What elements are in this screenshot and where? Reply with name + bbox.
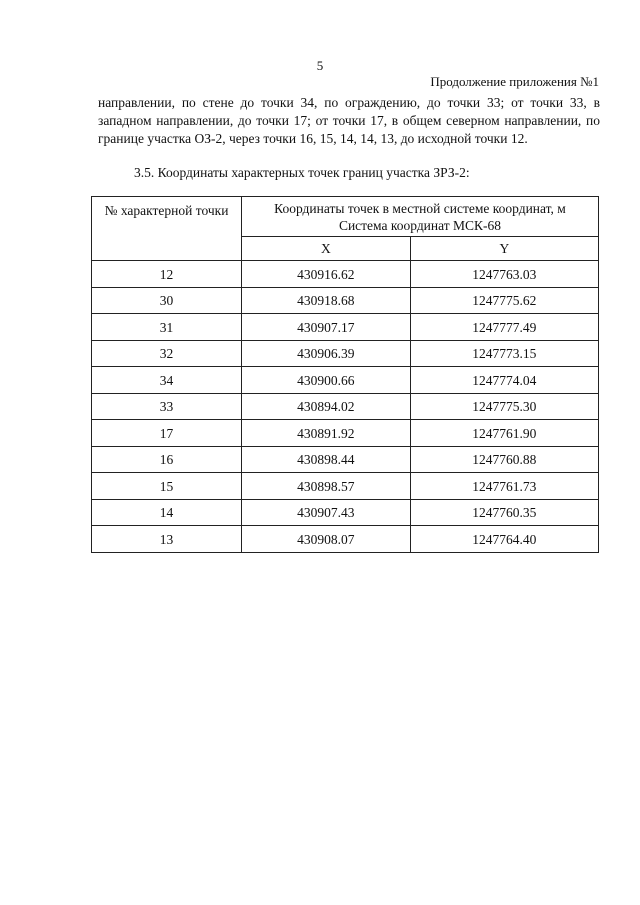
table-row bbox=[92, 314, 599, 341]
table-row bbox=[92, 499, 599, 526]
cell-x: 430891.92 bbox=[242, 420, 411, 447]
cell-point: 12 bbox=[92, 261, 242, 288]
cell-point: 31 bbox=[92, 314, 242, 341]
table-row bbox=[92, 446, 599, 473]
cell-y: 1247761.73 bbox=[410, 473, 598, 500]
cell-point: 17 bbox=[92, 420, 242, 447]
table-row bbox=[92, 367, 599, 394]
table-header bbox=[92, 197, 599, 261]
cell-y: 1247775.62 bbox=[410, 287, 598, 314]
appendix-note: Продолжение приложения №1 bbox=[430, 74, 599, 89]
cell-x: 430918.68 bbox=[242, 287, 411, 314]
cell-y: 1247763.03 bbox=[410, 261, 598, 288]
table-row bbox=[92, 393, 599, 420]
header-coordinates-line1: Координаты точек в местной системе координат, м bbox=[274, 201, 566, 216]
body-paragraph: направлении, по стене до точки 34, по ограждению, до точки 33; от точки 33, в западном направлении, до точки 17; от точки 17, в общем северном направлении, по границе участка ОЗ-2, через точки 16, 15, 14, 14, 13, до исходной точки 12. bbox=[98, 95, 600, 146]
cell-x: 430894.02 bbox=[242, 393, 411, 420]
header-x: X bbox=[242, 237, 411, 261]
cell-y: 1247760.35 bbox=[410, 499, 598, 526]
cell-point: 34 bbox=[92, 367, 242, 394]
table-row bbox=[92, 261, 599, 288]
cell-point: 13 bbox=[92, 526, 242, 553]
table-row bbox=[92, 420, 599, 447]
cell-x: 430898.57 bbox=[242, 473, 411, 500]
cell-y: 1247775.30 bbox=[410, 393, 598, 420]
cell-y: 1247777.49 bbox=[410, 314, 598, 341]
cell-point: 14 bbox=[92, 499, 242, 526]
cell-x: 430907.17 bbox=[242, 314, 411, 341]
cell-y: 1247774.04 bbox=[410, 367, 598, 394]
table-row bbox=[92, 526, 599, 553]
table-row bbox=[92, 473, 599, 500]
cell-point: 16 bbox=[92, 446, 242, 473]
cell-point: 30 bbox=[92, 287, 242, 314]
table-body bbox=[92, 261, 599, 553]
cell-x: 430907.43 bbox=[242, 499, 411, 526]
cell-x: 430916.62 bbox=[242, 261, 411, 288]
cell-point: 32 bbox=[92, 340, 242, 367]
header-coordinates bbox=[242, 197, 599, 237]
coordinates-table bbox=[91, 196, 599, 553]
cell-x: 430898.44 bbox=[242, 446, 411, 473]
cell-y: 1247760.88 bbox=[410, 446, 598, 473]
cell-y: 1247761.90 bbox=[410, 420, 598, 447]
cell-point: 15 bbox=[92, 473, 242, 500]
cell-y: 1247773.15 bbox=[410, 340, 598, 367]
header-coordinates-line2: Система координат МСК-68 bbox=[338, 218, 502, 233]
header-point-number: № характерной точки bbox=[92, 197, 242, 261]
header-y: Y bbox=[410, 237, 598, 261]
cell-y: 1247764.40 bbox=[410, 526, 598, 553]
table-row bbox=[92, 287, 599, 314]
page-number: 5 bbox=[316, 58, 324, 73]
cell-x: 430900.66 bbox=[242, 367, 411, 394]
cell-point: 33 bbox=[92, 393, 242, 420]
section-heading: 3.5. Координаты характерных точек границ участка ЗРЗ-2: bbox=[134, 165, 470, 180]
table-row bbox=[92, 340, 599, 367]
cell-x: 430906.39 bbox=[242, 340, 411, 367]
cell-x: 430908.07 bbox=[242, 526, 411, 553]
